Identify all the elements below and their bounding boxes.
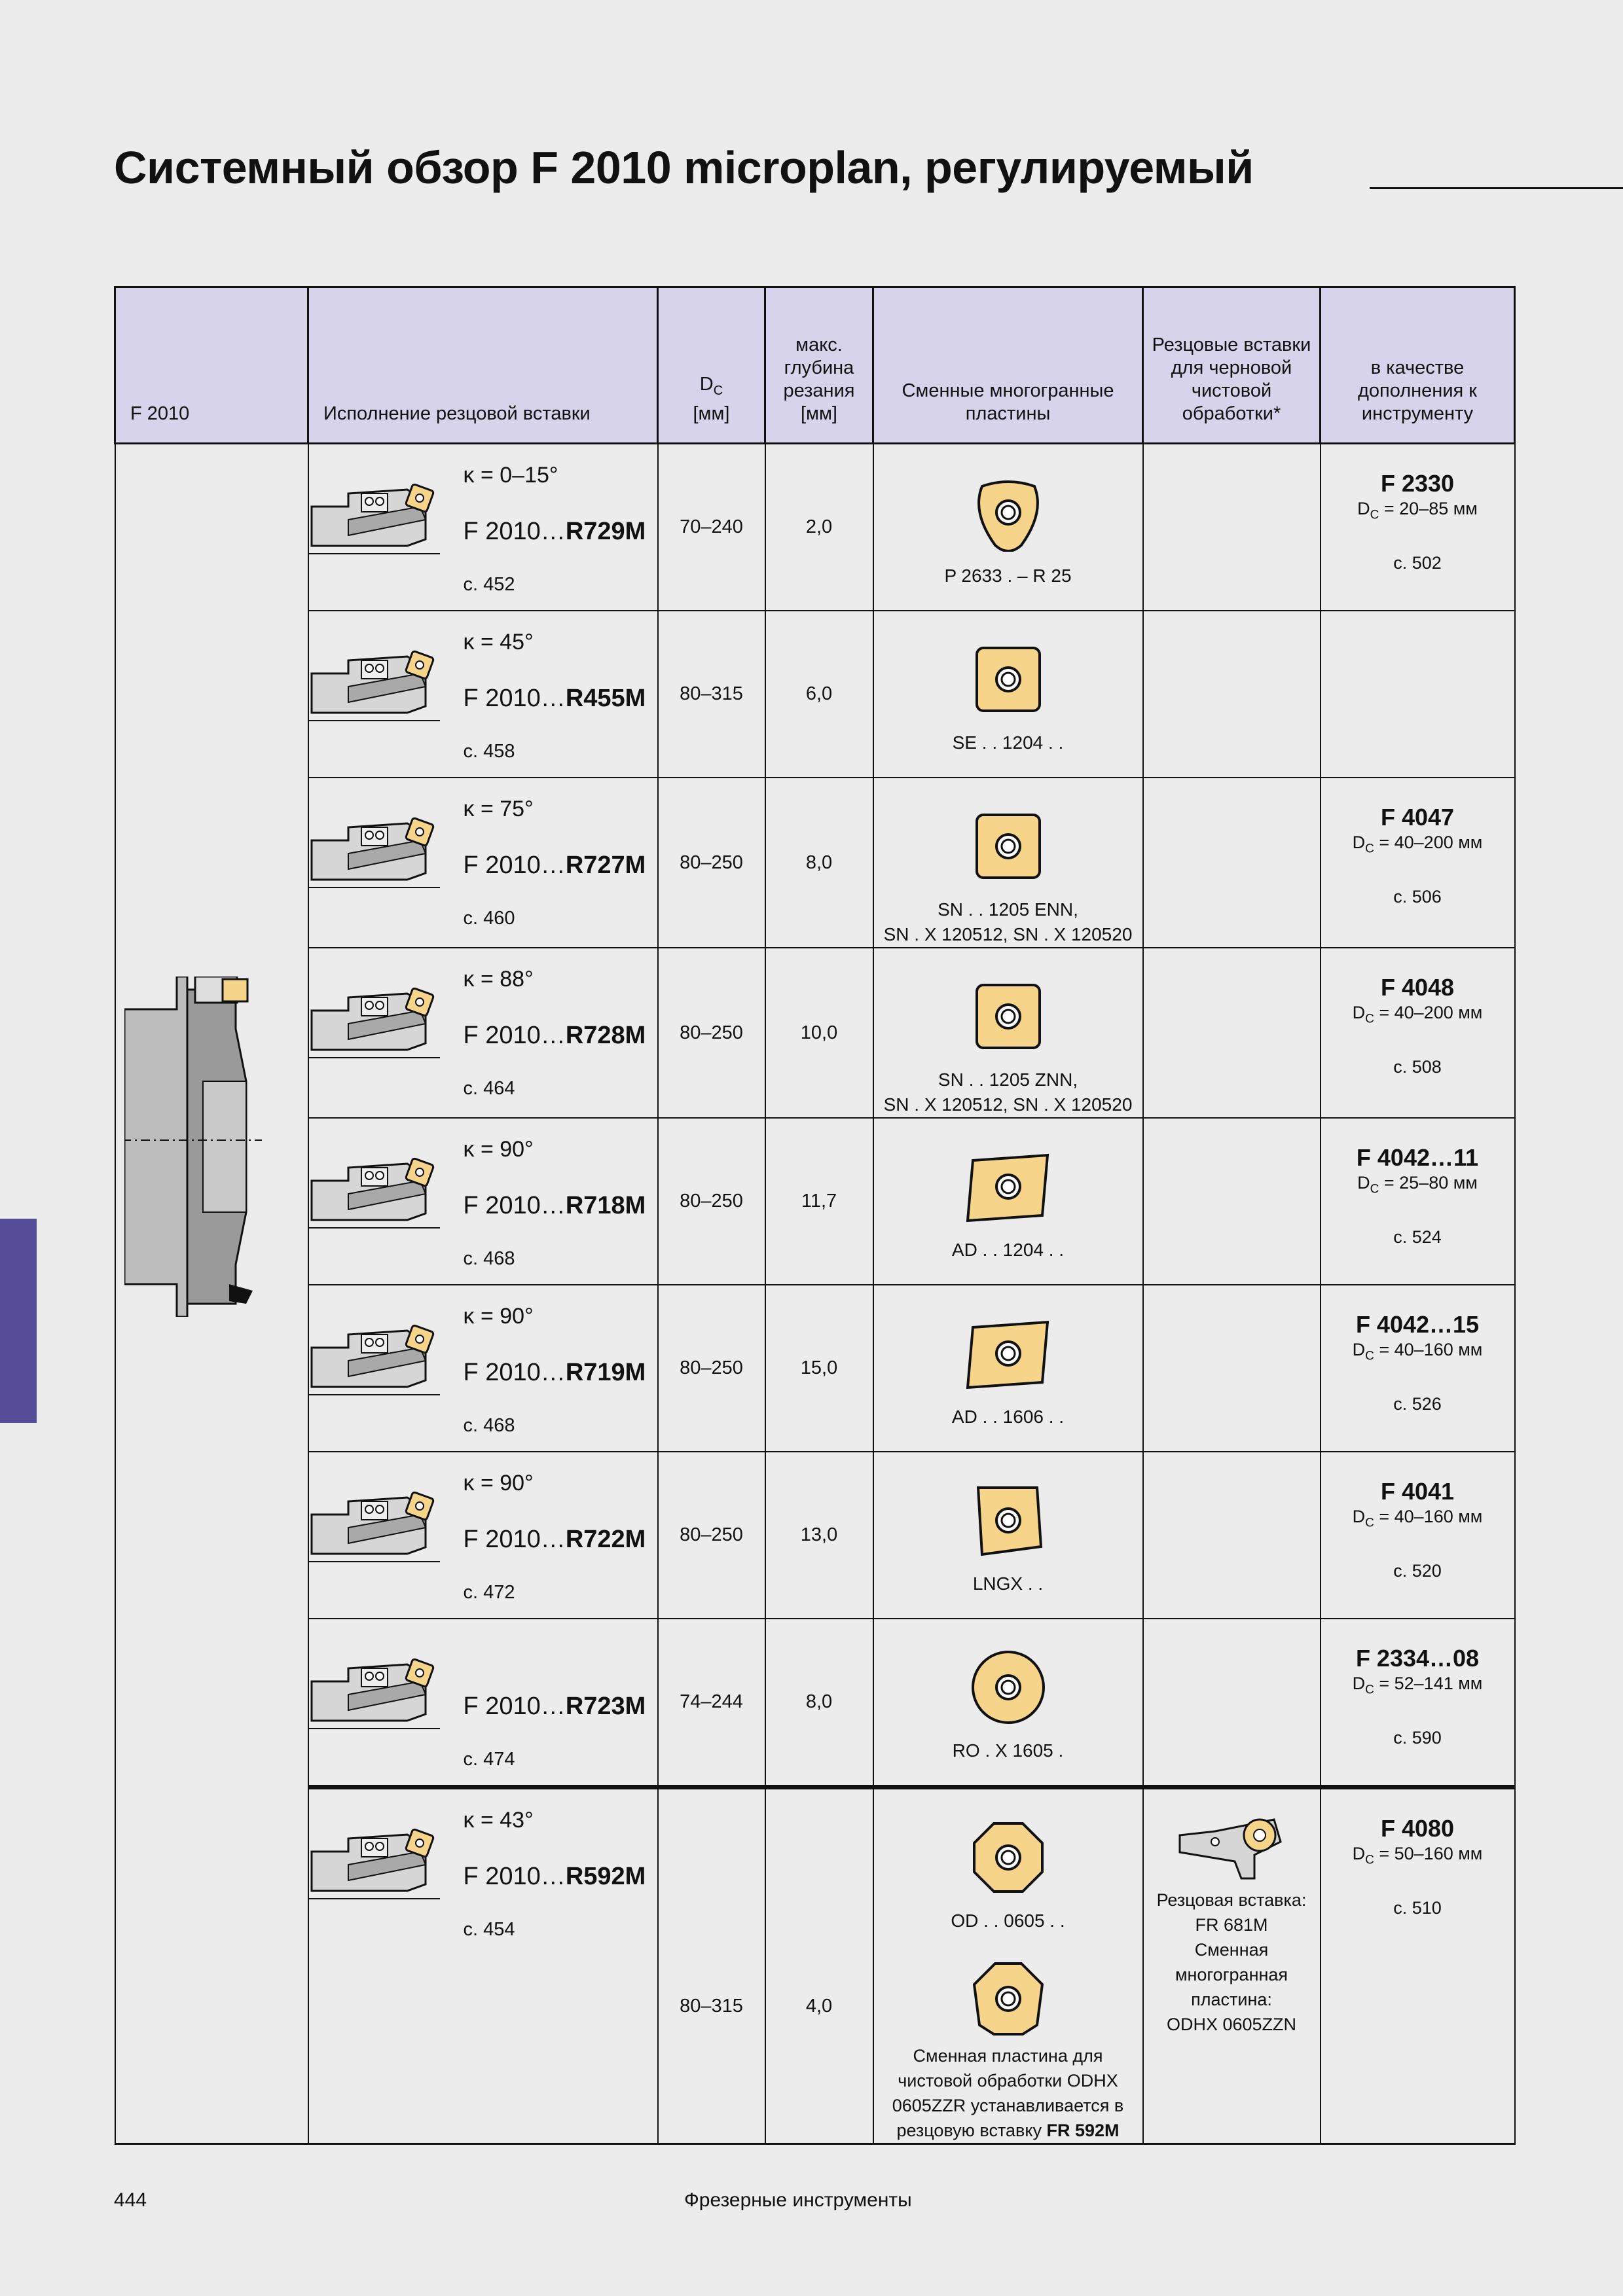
- finishing-cartridge-cell: [1143, 444, 1321, 611]
- title-rule: [1370, 187, 1623, 189]
- insert-round-icon: [969, 1648, 1048, 1727]
- table-row: [115, 948, 1515, 1118]
- insert-code: P 2633 . – R 25: [944, 565, 1072, 586]
- addition-tool: F 2334…08: [1355, 1645, 1480, 1672]
- dc-unit: [мм]: [693, 403, 730, 424]
- addition-page-ref: с. 502: [1393, 553, 1442, 573]
- addition-dc-label: D: [1357, 1173, 1370, 1193]
- table-row: [115, 1118, 1515, 1285]
- addition-dc-range: = 25–80 мм: [1379, 1173, 1478, 1193]
- variant-page-ref: с. 452: [463, 574, 515, 595]
- variant-code: R718M: [565, 1192, 646, 1219]
- addition-dc-label: D: [1352, 833, 1366, 852]
- addition-tool: F 4080: [1380, 1815, 1455, 1842]
- max-depth-cell: 8,0: [765, 1619, 873, 1787]
- col-header-variant: Исполнение резцовой вставки: [308, 287, 658, 444]
- addition-dc-range: = 40–200 мм: [1374, 1003, 1483, 1022]
- table-row: [115, 778, 1515, 948]
- variant-prefix: F 2010…: [463, 1022, 566, 1049]
- insert-code: SN . . 1205 ZNN, SN . X 120512, SN . X 120520: [883, 1069, 1133, 1115]
- variant-name: [464, 1192, 646, 1220]
- variant-prefix: F 2010…: [463, 852, 566, 879]
- addition-page-ref: с. 590: [1393, 1728, 1442, 1748]
- insert-rhomb-icon: [962, 1314, 1054, 1393]
- variant-prefix: F 2010…: [463, 1693, 566, 1720]
- cartridge-illustration: [309, 1155, 440, 1233]
- table-row: [115, 1787, 1515, 2144]
- variant-code: R722M: [565, 1526, 646, 1553]
- col-header-depth: макс. глубина резания [мм]: [765, 287, 873, 444]
- insert-code: SN . . 1205 ENN, SN . X 120512, SN . X 120520: [883, 899, 1133, 944]
- insert-code: RO . X 1605 .: [952, 1740, 1064, 1761]
- insert-odhx-icon: [969, 1960, 1048, 2038]
- addition-page-ref: с. 508: [1393, 1057, 1442, 1077]
- addition-dc: [1321, 1505, 1514, 1535]
- insert-square-icon: [969, 807, 1048, 886]
- addition-cell: [1321, 1619, 1515, 1787]
- addition-tool: F 4042…11: [1356, 1144, 1479, 1171]
- addition-tool: F 4041: [1380, 1478, 1455, 1505]
- max-depth-cell: 10,0: [765, 948, 873, 1118]
- finishing-cartridge-cell: [1143, 611, 1321, 778]
- footer-section-title: Фрезерные инструменты: [684, 2189, 912, 2211]
- variant-cell: [308, 948, 658, 1118]
- addition-page-ref: с. 526: [1393, 1394, 1442, 1414]
- insert-code: LNGX . .: [972, 1573, 1044, 1594]
- variant-page-ref: с. 464: [463, 1078, 515, 1099]
- kappa-angle: κ = 88°: [463, 967, 534, 992]
- addition-dc-label: D: [1352, 1674, 1366, 1693]
- max-depth-cell: 11,7: [765, 1118, 873, 1285]
- system-overview-table: [114, 286, 1516, 2145]
- section-tab-marker: [0, 1219, 37, 1423]
- dc-range-cell: 80–250: [658, 1452, 765, 1619]
- finishing-cartridge-cell: [1143, 948, 1321, 1118]
- variant-name: [464, 1526, 646, 1554]
- addition-dc-sub: C: [1370, 1182, 1379, 1196]
- variant-code: R727M: [565, 852, 646, 879]
- addition-page-ref: с. 520: [1393, 1561, 1442, 1581]
- kappa-angle: κ = 90°: [463, 1471, 534, 1496]
- addition-page-ref: с. 524: [1393, 1227, 1442, 1247]
- table-row: [115, 611, 1515, 778]
- finishing-insert-note: [874, 2043, 1142, 2143]
- col-header-series: F 2010: [115, 287, 308, 444]
- max-depth-cell: 4,0: [765, 1787, 873, 2144]
- variant-code: R723M: [565, 1693, 646, 1720]
- variant-cell: [308, 1787, 658, 2144]
- col-header-inserts: Сменные многогранные пластины: [873, 287, 1143, 444]
- insert-code: OD . . 0605 . .: [951, 1910, 1065, 1931]
- addition-cell: [1321, 1285, 1515, 1452]
- footer-page-number: 444: [114, 2189, 147, 2211]
- variant-name: [464, 1022, 646, 1050]
- variant-prefix: F 2010…: [463, 1192, 566, 1219]
- col-header-finishing: Резцовые вставки для черновой чистовой обработки*: [1143, 287, 1321, 444]
- variant-code: R455M: [565, 685, 646, 712]
- kappa-angle: κ = 45°: [463, 630, 534, 655]
- series-image-cell: [115, 444, 308, 2144]
- dc-range-cell: 80–250: [658, 778, 765, 948]
- variant-name: [464, 1359, 646, 1387]
- addition-dc-label: D: [1352, 1003, 1366, 1022]
- variant-cell: [308, 1118, 658, 1285]
- variant-prefix: F 2010…: [463, 1526, 566, 1553]
- variant-cell: [308, 444, 658, 611]
- insert-cell: [873, 444, 1143, 611]
- table-row: [115, 444, 1515, 611]
- addition-dc-sub: C: [1370, 508, 1379, 522]
- cartridge-illustration: [309, 1655, 440, 1734]
- variant-page-ref: с. 460: [463, 908, 515, 929]
- table-header-row: [115, 287, 1515, 444]
- addition-dc-sub: C: [1365, 1516, 1374, 1530]
- kappa-angle: κ = 0–15°: [463, 463, 558, 488]
- addition-dc-range: = 40–160 мм: [1374, 1340, 1483, 1359]
- variant-page-ref: с. 468: [463, 1415, 515, 1436]
- dc-range-cell: 70–240: [658, 444, 765, 611]
- addition-dc: [1321, 1001, 1514, 1031]
- finishing-cartridge-cell: [1143, 778, 1321, 948]
- cartridge-illustration: [309, 647, 440, 726]
- kappa-angle: κ = 43°: [463, 1808, 534, 1833]
- finishing-cartridge-cell: [1143, 1118, 1321, 1285]
- addition-page-ref: с. 510: [1393, 1898, 1442, 1918]
- addition-dc-range: = 40–160 мм: [1374, 1507, 1483, 1526]
- addition-dc: [1321, 1842, 1514, 1872]
- addition-cell: [1321, 1452, 1515, 1619]
- addition-tool: F 2330: [1380, 470, 1455, 497]
- variant-name: [464, 518, 646, 546]
- kappa-angle: κ = 90°: [463, 1137, 534, 1162]
- insert-code: SE . . 1204 . .: [952, 732, 1064, 753]
- addition-tool: F 4048: [1380, 974, 1455, 1001]
- variant-prefix: F 2010…: [463, 1863, 566, 1890]
- variant-code: R719M: [565, 1359, 646, 1386]
- page-title: Системный обзор F 2010 microplan, регулируемый: [114, 142, 1254, 193]
- addition-dc-sub: C: [1365, 1012, 1374, 1026]
- variant-cell: [308, 778, 658, 948]
- dc-range-cell: 80–250: [658, 948, 765, 1118]
- finishing-cartridge-cell: [1143, 1787, 1321, 2144]
- addition-dc-range: = 52–141 мм: [1374, 1674, 1483, 1693]
- addition-dc-sub: C: [1365, 1853, 1374, 1867]
- addition-dc-label: D: [1352, 1507, 1366, 1526]
- variant-cell: [308, 611, 658, 778]
- cartridge-illustration: [309, 480, 440, 559]
- addition-dc-label: D: [1352, 1844, 1366, 1863]
- variant-page-ref: с. 454: [463, 1919, 515, 1940]
- addition-page-ref: с. 506: [1393, 887, 1442, 907]
- finishing-cartridge-cell: [1143, 1452, 1321, 1619]
- addition-dc-sub: C: [1365, 1349, 1374, 1363]
- insert-square-icon: [969, 640, 1048, 719]
- addition-dc-label: D: [1357, 499, 1370, 518]
- addition-dc-sub: C: [1365, 842, 1374, 856]
- addition-dc-sub: C: [1365, 1683, 1374, 1697]
- dc-range-cell: 80–315: [658, 1787, 765, 2144]
- col-header-addition: в качестве дополнения к инструменту: [1321, 287, 1515, 444]
- variant-cell: [308, 1619, 658, 1787]
- insert-octagon-icon: [969, 1818, 1048, 1897]
- addition-dc-range: = 20–85 мм: [1379, 499, 1478, 518]
- cartridge-illustration: [309, 814, 440, 893]
- addition-dc-label: D: [1352, 1340, 1366, 1359]
- max-depth-cell: 6,0: [765, 611, 873, 778]
- variant-name: [464, 852, 646, 880]
- max-depth-cell: 15,0: [765, 1285, 873, 1452]
- dc-range-cell: 80–250: [658, 1285, 765, 1452]
- variant-page-ref: с. 458: [463, 741, 515, 762]
- variant-page-ref: с. 472: [463, 1582, 515, 1603]
- variant-page-ref: с. 474: [463, 1749, 515, 1770]
- dc-label: D: [699, 374, 714, 395]
- cartridge-illustration: [309, 1321, 440, 1400]
- insert-cell: [873, 1787, 1143, 2144]
- addition-cell: [1321, 611, 1515, 778]
- variant-code: R592M: [565, 1863, 646, 1890]
- addition-tool: F 4047: [1380, 804, 1455, 831]
- variant-name: [464, 1693, 646, 1721]
- insert-code: AD . . 1204 . .: [951, 1240, 1065, 1260]
- variant-prefix: F 2010…: [463, 685, 566, 712]
- variant-cell: [308, 1452, 658, 1619]
- variant-page-ref: с. 468: [463, 1248, 515, 1269]
- col-header-dc: [658, 287, 765, 444]
- addition-dc: [1321, 831, 1514, 861]
- addition-tool: F 4042…15: [1355, 1311, 1480, 1338]
- insert-lngx-icon: [969, 1481, 1048, 1560]
- kappa-angle: κ = 90°: [463, 1304, 534, 1329]
- dc-range-cell: 80–250: [658, 1118, 765, 1285]
- dc-range-cell: 74–244: [658, 1619, 765, 1787]
- addition-dc: [1321, 1171, 1514, 1201]
- finishing-cartridge-icon: [1176, 1816, 1287, 1881]
- finishing-cartridge-cell: [1143, 1285, 1321, 1452]
- table-row: [115, 1285, 1515, 1452]
- addition-cell: [1321, 948, 1515, 1118]
- cartridge-illustration: [309, 1488, 440, 1567]
- dc-range-cell: 80–315: [658, 611, 765, 778]
- addition-dc-range: = 50–160 мм: [1374, 1844, 1483, 1863]
- addition-cell: [1321, 1118, 1515, 1285]
- max-depth-cell: 13,0: [765, 1452, 873, 1619]
- insert-trigon-icon: [969, 473, 1048, 552]
- addition-cell: [1321, 1787, 1515, 2144]
- insert-square-icon: [969, 977, 1048, 1056]
- addition-cell: [1321, 778, 1515, 948]
- table-row: [115, 1452, 1515, 1619]
- finishing-cartridge-cell: [1143, 1619, 1321, 1787]
- max-depth-cell: 8,0: [765, 778, 873, 948]
- variant-name: [464, 1863, 646, 1891]
- dc-subscript: C: [713, 384, 723, 398]
- addition-dc: [1321, 1672, 1514, 1702]
- variant-code: R728M: [565, 1022, 646, 1049]
- variant-cell: [308, 1285, 658, 1452]
- finishing-insert-note-text: Сменная пластина для чистовой обработки ODHX 0605ZZR устанавливается в резцовую вставку: [892, 2046, 1124, 2140]
- finishing-cartridge-text: Резцовая вставка: FR 681M Сменная многогранная пластина: ODHX 0605ZZN: [1156, 1890, 1307, 2034]
- cartridge-illustration: [309, 1825, 440, 1904]
- table-row: [115, 1619, 1515, 1787]
- addition-dc-range: = 40–200 мм: [1374, 833, 1483, 852]
- variant-name: [464, 685, 646, 713]
- variant-prefix: F 2010…: [463, 1359, 566, 1386]
- insert-code: AD . . 1606 . .: [951, 1407, 1065, 1427]
- variant-code: R729M: [565, 518, 646, 545]
- variant-prefix: F 2010…: [463, 518, 566, 545]
- addition-cell: [1321, 444, 1515, 611]
- finishing-insert-note-code: FR 592M: [1046, 2121, 1120, 2140]
- max-depth-cell: 2,0: [765, 444, 873, 611]
- cartridge-illustration: [309, 984, 440, 1063]
- addition-dc: [1321, 1338, 1514, 1368]
- addition-dc: [1321, 497, 1514, 527]
- kappa-angle: κ = 75°: [463, 797, 534, 821]
- insert-rhomb-icon: [962, 1147, 1054, 1226]
